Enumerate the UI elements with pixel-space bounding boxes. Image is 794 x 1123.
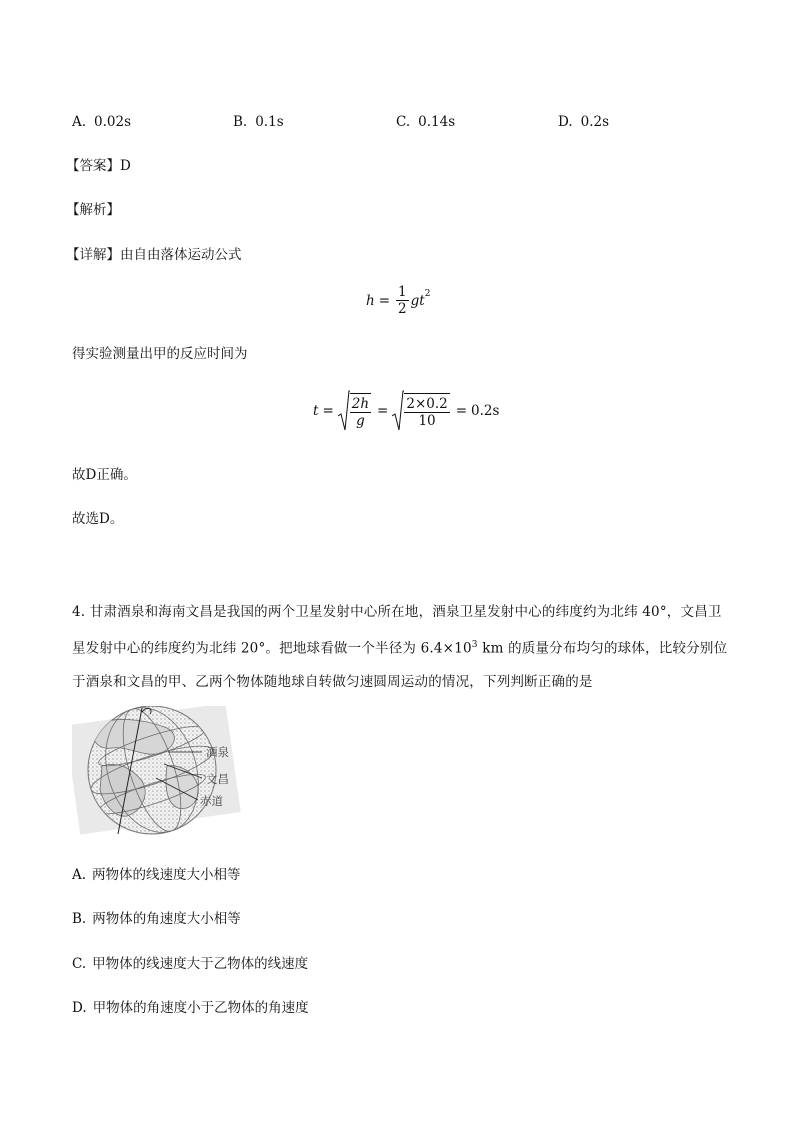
choice-a[interactable]	[72, 863, 241, 883]
question-4-stem	[72, 596, 732, 699]
answer-line	[66, 154, 131, 178]
fraction-numerator: 2×0.2	[406, 396, 448, 412]
detail-label: 【详解】	[66, 247, 120, 263]
label-jiuquan: 酒泉	[206, 745, 229, 759]
globe-figure	[72, 706, 262, 836]
choice-c[interactable]	[72, 952, 308, 972]
formula-eq: =	[378, 292, 391, 309]
option-text: 0.14s	[418, 114, 456, 130]
option-letter: D.	[558, 114, 573, 130]
choice-b[interactable]	[72, 907, 241, 927]
conclusion-choose: 故选D。	[72, 511, 124, 527]
globe-illustration	[72, 706, 262, 836]
formula-t: t	[419, 292, 425, 309]
formula-lhs: h	[366, 292, 375, 309]
question-text-part1: 甘肃酒泉和海南文昌是我国的两个卫星发射中心所在地，酒泉卫星发射中心的纬度约为北纬 40°，文昌卫星发射中心的纬度约为北纬 20°。把地球看做一个半径为 6.4×10	[72, 604, 722, 657]
prev-option-c	[396, 114, 455, 130]
formula-g: g	[410, 292, 420, 309]
prev-option-b	[233, 114, 284, 130]
choice-letter: A.	[72, 867, 87, 883]
label-equator: 赤道	[200, 794, 223, 808]
sqrt-icon	[392, 390, 404, 432]
choice-letter: B.	[72, 911, 87, 927]
choice-d[interactable]	[72, 996, 309, 1016]
choice-text: 甲物体的线速度大于乙物体的线速度	[92, 956, 309, 972]
fraction-denominator: g	[356, 413, 365, 429]
choice-letter: C.	[72, 956, 87, 972]
option-text: 0.1s	[255, 114, 284, 130]
question-text-part2: km 的质量分布均匀的球体，比较分别位于酒泉和文昌的甲、乙两个物体随地球自转做匀速圆周运动的情况，下列判断正确的是	[72, 640, 728, 690]
fraction-numerator: 1	[398, 284, 407, 300]
answer-value: D	[120, 158, 131, 174]
sqrt-icon	[338, 390, 350, 432]
option-letter: A.	[72, 114, 87, 130]
prev-option-a	[72, 114, 131, 130]
option-text: 0.02s	[94, 114, 132, 130]
formula2-eq3: =	[455, 403, 468, 419]
fraction-denominator: 10	[418, 413, 436, 429]
question-number: 4.	[72, 604, 86, 620]
option-letter: B.	[233, 114, 248, 130]
formula2-eq1: =	[322, 403, 334, 419]
fraction-numerator: 2h	[351, 396, 370, 412]
choice-letter: D.	[72, 1000, 87, 1016]
detail-line	[66, 243, 242, 267]
formula-exponent: 2	[424, 288, 431, 299]
choice-text: 两物体的线速度大小相等	[92, 867, 241, 883]
fraction-denominator: 2	[398, 301, 407, 317]
answer-label: 【答案】	[66, 158, 120, 174]
sqrt-2-content	[404, 393, 449, 429]
reaction-time-line: 得实验测量出甲的反应时间为	[72, 346, 248, 362]
detail-text: 由自由落体运动公式	[120, 247, 242, 263]
prev-option-d	[558, 114, 609, 130]
formula-fraction	[396, 284, 409, 317]
formula2-eq2: =	[377, 403, 389, 419]
conclusion-correct: 故D正确。	[72, 467, 137, 483]
formula-free-fall	[366, 284, 430, 317]
label-wenchang: 文昌	[206, 772, 229, 786]
sqrt-1	[338, 390, 373, 432]
choice-text: 甲物体的角速度小于乙物体的角速度	[92, 1000, 309, 1016]
formula-reaction-time	[313, 390, 499, 432]
analysis-label: 【解析】	[66, 202, 120, 218]
option-letter: C.	[396, 114, 411, 130]
formula2-result: 0.2s	[471, 403, 500, 419]
sqrt-1-content	[350, 393, 371, 429]
choice-text: 两物体的角速度大小相等	[92, 911, 241, 927]
option-text: 0.2s	[580, 114, 610, 130]
formula2-lhs: t	[313, 403, 319, 419]
sqrt-2	[392, 390, 451, 432]
question-exponent: 3	[471, 640, 478, 650]
